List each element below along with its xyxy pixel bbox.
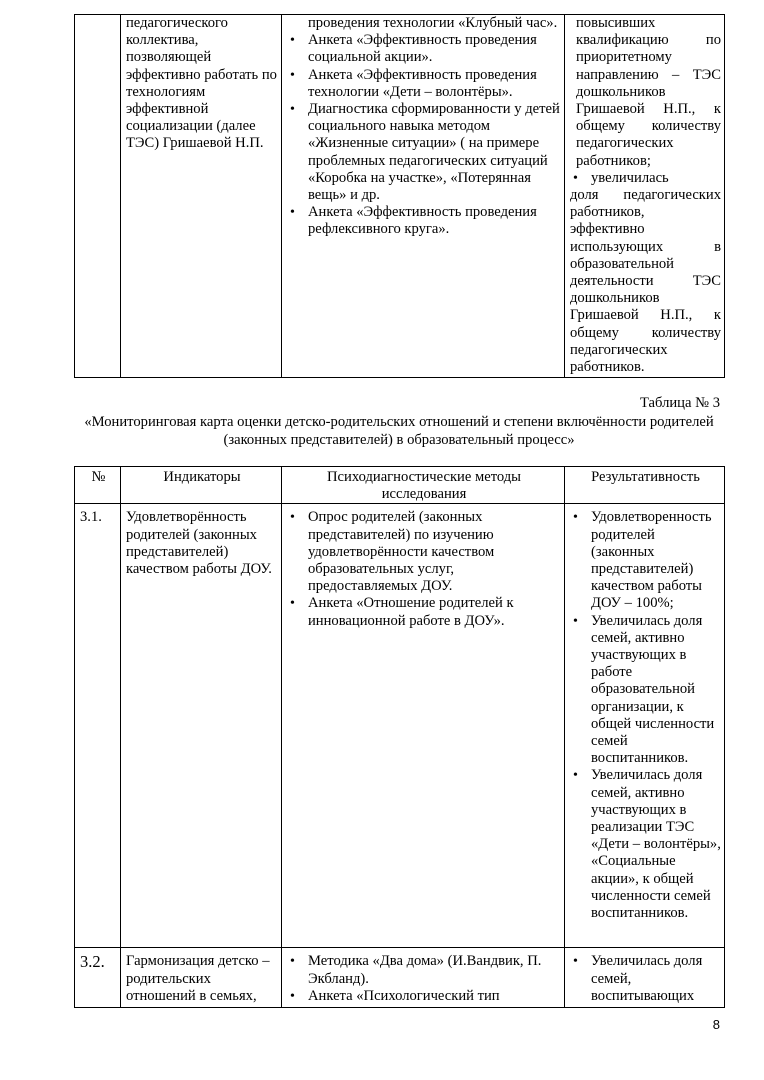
table-title: «Мониторинговая карта оценки детско-родительских отношений и степени включённости родителей (законных представителей) в образовательный процесс» [84, 414, 714, 448]
table-caption: Таблица № 3 [640, 395, 720, 411]
list-item: • Анкета «Психологический тип [287, 988, 561, 1005]
row-methods [282, 948, 565, 1008]
row-num: 3.2. [75, 948, 121, 1008]
row-results [565, 504, 725, 948]
num-cell [75, 15, 121, 378]
methods-cell [282, 15, 565, 378]
result-cell [565, 15, 725, 378]
monitoring-table [74, 466, 725, 1008]
result-text: повысивших квалификацию по приоритетному направлению – ТЭС дошкольников Гришаевой Н.П., к общему количеству педагогических работников; [576, 15, 721, 169]
list-item: • Анкета «Эффективность проведения рефлексивного круга». [287, 204, 561, 238]
list-item: • Диагностика сформированности у детей социального навыка методом «Жизненные ситуации» ( на примере проблемных педагогических ситуаций «Коробка на участке», «Потерянная вещь» и др. [287, 101, 561, 204]
row-indicator [121, 948, 282, 1008]
indicator-text: Гармонизация детско – родительских отношений в семьях, [126, 953, 270, 1004]
list-item: • Опрос родителей (законных представителей) по изучению удовлетворённости качеством образовательных услуг, предоставляемых ДОУ. [287, 509, 561, 595]
table-row [75, 504, 725, 948]
table-row [75, 15, 725, 378]
method-continuation: проведения технологии «Клубный час». [308, 15, 558, 31]
row-indicator [121, 504, 282, 948]
header-methods: Психодиагностические методы исследования [282, 467, 565, 504]
continued-table [74, 14, 725, 378]
table-row [75, 948, 725, 1008]
indicator-cell [121, 15, 282, 378]
methods-list [287, 953, 561, 1005]
results-list [570, 953, 721, 1005]
row-methods [282, 504, 565, 948]
row-results [565, 948, 725, 1008]
page-number: 8 [712, 1017, 720, 1032]
header-num: № [75, 467, 121, 504]
indicator-text: Удовлетворённость родителей (законных представителей) качеством работы ДОУ. [126, 509, 272, 578]
list-item: • Увеличилась доля семей, воспитывающих [570, 953, 721, 1005]
result-list [570, 170, 721, 187]
list-item: • Анкета «Эффективность проведения технологии «Дети – волонтёры». [287, 67, 561, 101]
list-item: • увеличилась [570, 170, 721, 187]
row-num: 3.1. [75, 504, 121, 948]
list-item: • Анкета «Отношение родителей к инновационной работе в ДОУ». [287, 595, 561, 629]
list-item: • Увеличилась доля семей, активно участвующих в реализации ТЭС «Дети – волонтёры», «Социальные акции», к общей численности семей воспитанников. [570, 767, 721, 922]
methods-list [287, 32, 561, 238]
methods-list [287, 509, 561, 629]
list-item: • Увеличилась доля семей, активно участвующих в работе образовательной организации, к общей численности семей воспитанников. [570, 613, 721, 768]
results-list [570, 509, 721, 922]
list-item: • Анкета «Эффективность проведения социальной акции». [287, 32, 561, 66]
list-item: • Методика «Два дома» (И.Вандвик, П. Экбланд). [287, 953, 561, 987]
header-indicators: Индикаторы [121, 467, 282, 504]
table-header-row [75, 467, 725, 504]
result-text: доля педагогических работников, эффективно использующих в образовательной деятельности ТЭС дошкольников Гришаевой Н.П., к общему количеству педагогических работников. [570, 187, 721, 376]
indicator-text: педагогического коллектива, позволяющей эффективно работать по технологиям эффективной социализации (далее ТЭС) Гришаевой Н.П. [126, 15, 277, 152]
header-results: Результативность [565, 467, 725, 504]
list-item: • Удовлетворенность родителей (законных представителей) качеством работы ДОУ – 100%; [570, 509, 721, 612]
